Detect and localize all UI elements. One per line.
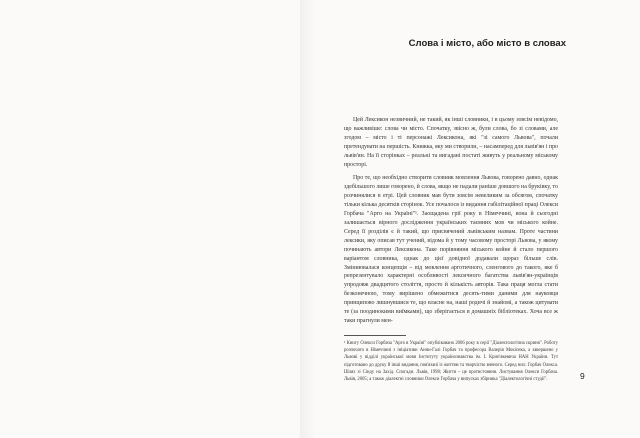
paragraph-2: Про те, що необхідно створити словник мовлення Львова, говорено давно, однак здебільшого лише говорено, й слова, якщо не падали раніше довшого на бруківку, то розчинялися в етрі. Цей словник мав бути зовсім невеликим за обсягом, спочатку тільки кілька десятків сторінок. Усе почалося із видання габілітаційної праці Олекси Горбача "Арго на Україні"¹. Заощадена грії року в Німеччині, вона й сьогодні залишається вірного дослідження українських таємних мов чи міського койне. Серед її розділів є й такий, що присвячений львівським назвам. Проте частини лексики, яку описав тут учений, відома й у тому часовому просторі Львова, у якому починають автори Лексикона. Таке порівняння міського койне й стало першого варіантом словника, однак до цієї довідної додавали щораз більше слів. Зміниювалася концепція – від мовлення арготичного, сленгового до такого, яке б репрезентувало характерні особливості лексичного багатства львів'ян-українців упродовж двадцятого століття, просто й кількість авторів. Така праця могла стати безконечною, тому вирішено обмежитися десять-тими даними для науковця принципово лишнувшися те, що власне на, наші родичі й знайомі, а також цитувати те (за поодинокими виїмками), що зберігається в домашніх бібліотеках. Хоча все ж таки прагнули мен- [344,175,558,324]
paragraph-1: Цей Лексикон незвичний, не такий, як інші словники, і в цьому зовсім невідомо, що важливіше: слова чи місто. Спочатку, звісно ж, були слова, бо зі словами, але згодом – місто і ті персонажі Лексикона, які "зі самого Львова", почали претендувати на першість. Книжка, яку ми створили, – насамперед для львів'ян і про львів'ян. На її сторінках – реальні та вигадані постаті живуть у реальному міському просторі. [344,117,558,168]
body-text [344,116,558,331]
footnote-divider [344,335,406,336]
chapter-title: Слова і місто, або місто в словах [408,38,566,49]
footnote: ¹ Книгу Олекси Горбача "Арго в Україні" опубліковано 2006 року в серії "Діалектологічна скриня". Роботу розпочато в Німеччині з ініціативи Анни-Галі Горбач та професора Валерія Мокієнка, а завершено у Львові у відділі української мови Інституту українознавства ім. І. Крип'якевича НАН України. Тут підготовано до друку й інші видання, пов'язані із життям та творчістю вченого. Серед них: Горбач Олекса. Шлях зі Сінду на Захід. Спогади. Львів, 1998; Життя – це протистояння. Листування Олекси Горбача. Львів, 2005; а також діалектні словники Олекси Горбача у випусках збірника "Діалектологічні студії". [344,341,558,383]
page-number: 9 [580,371,585,381]
book-gutter [300,0,316,438]
